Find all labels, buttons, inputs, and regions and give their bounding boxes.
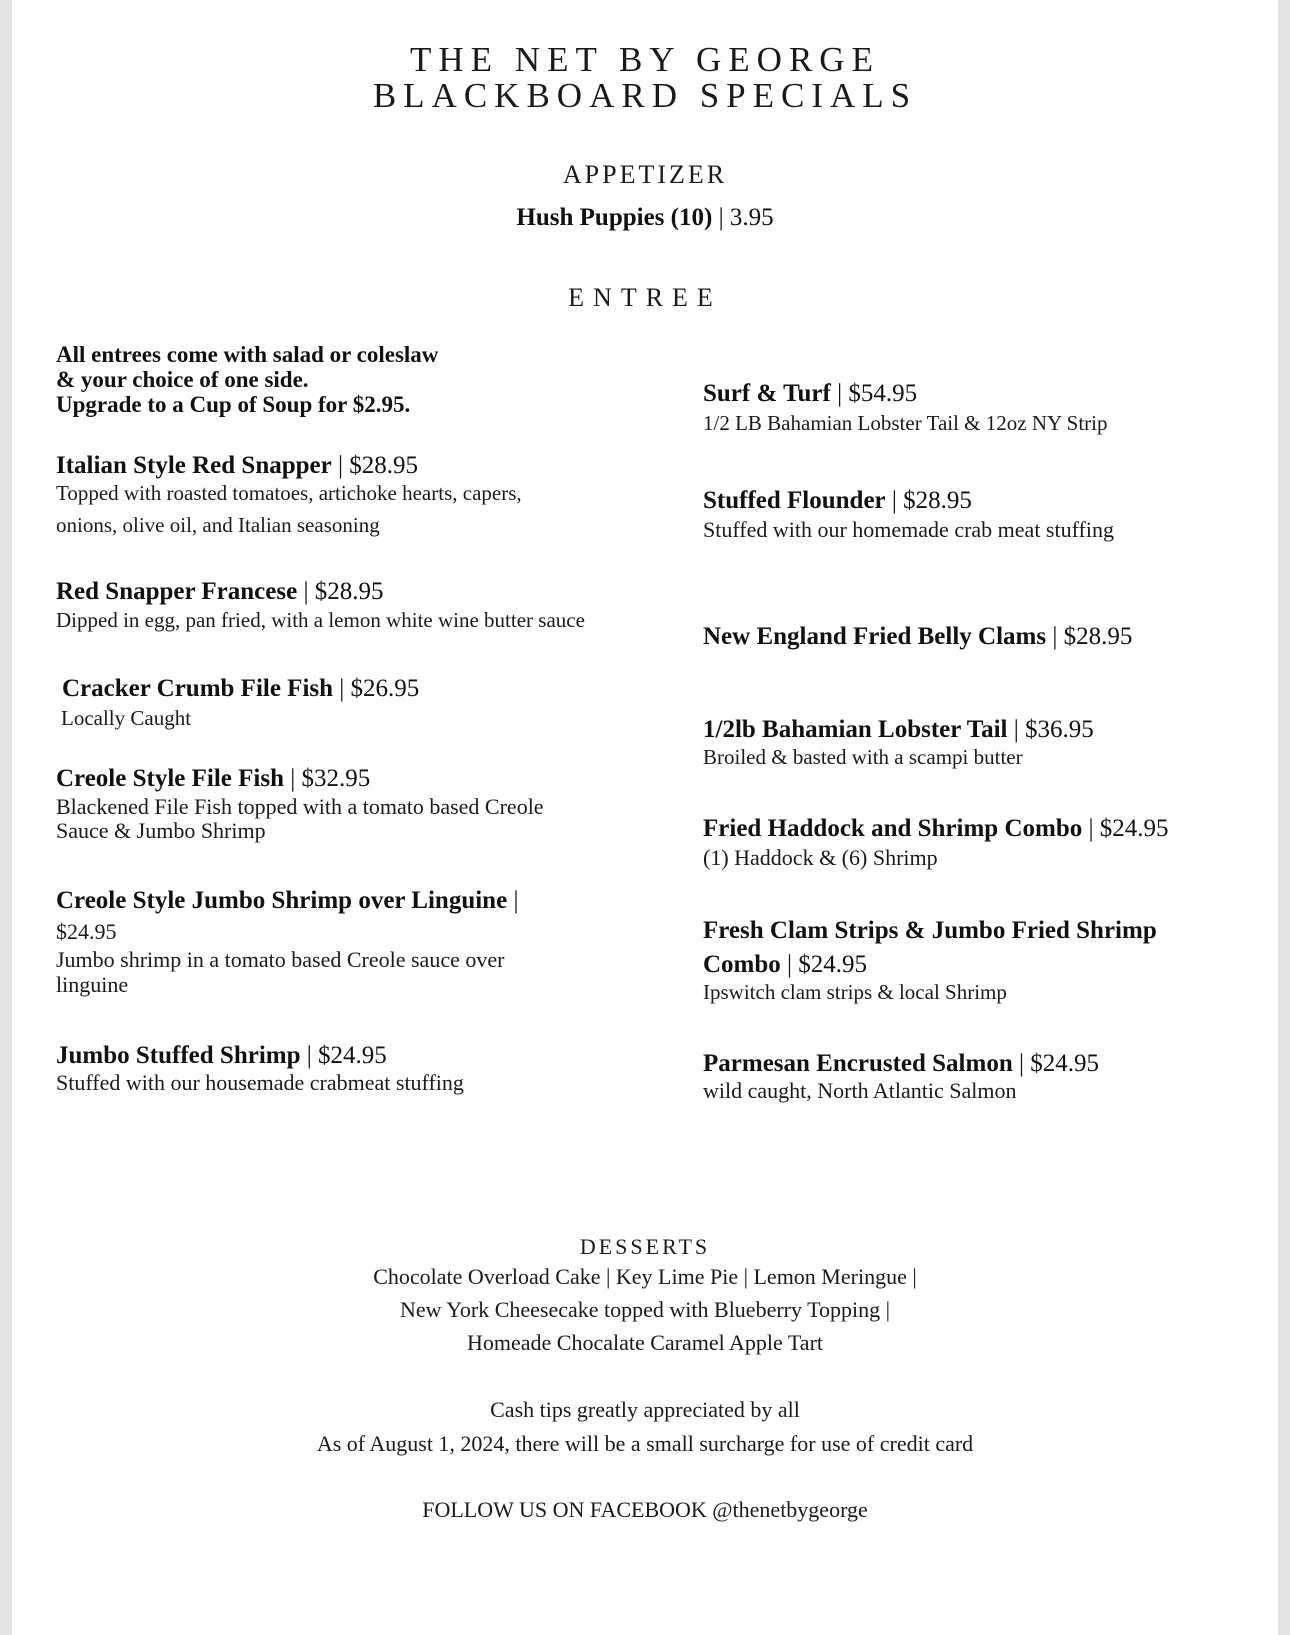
appetizer-item-price: | 3.95 — [712, 204, 774, 231]
item-name: New England Fried Belly Clams — [703, 623, 1047, 650]
item-price: | $26.95 — [333, 675, 420, 702]
specials-title: BLACKBOARD SPECIALS — [372, 76, 918, 115]
item-description: Topped with roasted tomatoes, artichoke hearts, capers, — [56, 481, 522, 505]
list-item-continued — [703, 951, 867, 979]
item-price: | $36.95 — [1007, 716, 1094, 743]
item-description: Stuffed with our housemade crabmeat stuffing — [56, 1070, 464, 1095]
item-price: | $28.95 — [1046, 623, 1133, 650]
list-item — [703, 1050, 1099, 1078]
appetizer-item — [12, 204, 1278, 232]
entree-note-line3: Upgrade to a Cup of Soup for $2.95. — [56, 392, 411, 417]
item-description: Blackened File Fish topped with a tomato based Creole — [56, 794, 544, 819]
item-price: | $24.95 — [1012, 1050, 1099, 1077]
entree-note-line1: All entrees come with salad or coleslaw — [56, 342, 439, 367]
desserts-line: Chocolate Overload Cake | Key Lime Pie | Lemon Meringue | — [373, 1264, 917, 1289]
item-name: Creole Style File Fish — [56, 765, 284, 792]
restaurant-name: THE NET BY GEORGE — [410, 40, 880, 79]
item-name-continued: Combo — [703, 951, 781, 978]
appetizer-heading: APPETIZER — [562, 160, 728, 189]
item-description: Broiled & basted with a scampi butter — [703, 745, 1023, 769]
list-item — [56, 1042, 387, 1070]
item-name: Cracker Crumb File Fish — [62, 675, 334, 702]
item-description: Sauce & Jumbo Shrimp — [56, 818, 266, 843]
list-item — [703, 380, 917, 408]
item-name: Fresh Clam Strips & Jumbo Fried Shrimp — [703, 917, 1157, 944]
item-price: | $32.95 — [283, 765, 371, 792]
list-item — [56, 887, 518, 915]
item-price-continued: $24.95 — [56, 919, 117, 944]
item-price: | $28.95 — [331, 452, 418, 479]
item-description: onions, olive oil, and Italian seasoning — [56, 513, 380, 537]
item-description: Stuffed with our homemade crab meat stuffing — [703, 517, 1114, 542]
list-item — [56, 765, 370, 793]
list-item — [703, 487, 972, 515]
list-item — [56, 452, 418, 480]
item-name: Parmesan Encrusted Salmon — [703, 1050, 1013, 1077]
item-name: Italian Style Red Snapper — [56, 452, 332, 479]
desserts-line: New York Cheesecake topped with Blueberry Topping | — [399, 1297, 891, 1322]
item-price: | $28.95 — [297, 578, 384, 605]
entree-note-line2: & your choice of one side. — [56, 367, 309, 392]
desserts-line: Homeade Chocalate Caramel Apple Tart — [466, 1330, 824, 1355]
appetizer-item-name: Hush Puppies (10) — [516, 204, 713, 231]
surcharge-note: As of August 1, 2024, there will be a small surcharge for use of credit card — [316, 1431, 974, 1456]
list-item — [703, 815, 1169, 843]
item-description: Locally Caught — [61, 706, 192, 730]
item-price: | $24.95 — [780, 951, 868, 978]
list-item — [703, 716, 1094, 744]
entree-heading: ENTREE — [568, 283, 722, 312]
item-price: | $24.95 — [1082, 815, 1169, 842]
facebook-follow: FOLLOW US ON FACEBOOK @thenetbygeorge — [422, 1497, 868, 1522]
item-description: Jumbo shrimp in a tomato based Creole sauce over — [56, 947, 505, 972]
item-price: | $24.95 — [300, 1042, 387, 1069]
item-price: | $28.95 — [885, 487, 972, 514]
item-description: (1) Haddock & (6) Shrimp — [703, 845, 938, 870]
item-name: Stuffed Flounder — [703, 487, 886, 514]
list-item — [56, 578, 383, 606]
item-description: linguine — [56, 972, 129, 997]
item-name: 1/2lb Bahamian Lobster Tail — [703, 716, 1008, 743]
item-name: Red Snapper Francese — [56, 578, 298, 605]
item-name: Jumbo Stuffed Shrimp — [56, 1042, 301, 1069]
tips-note: Cash tips greatly appreciated by all — [490, 1397, 800, 1422]
list-item — [703, 917, 1157, 945]
item-description: Ipswitch clam strips & local Shrimp — [703, 980, 1007, 1004]
item-description: wild caught, North Atlantic Salmon — [703, 1078, 1017, 1103]
item-description: 1/2 LB Bahamian Lobster Tail & 12oz NY Strip — [703, 411, 1108, 435]
list-item — [62, 675, 419, 703]
item-description: Dipped in egg, pan fried, with a lemon white wine butter sauce — [56, 608, 585, 632]
desserts-heading: DESSERTS — [579, 1234, 711, 1259]
item-price: | — [507, 887, 519, 914]
item-price: | $54.95 — [830, 380, 918, 407]
item-name: Fried Haddock and Shrimp Combo — [703, 815, 1083, 842]
list-item — [703, 623, 1132, 651]
item-name: Surf & Turf — [703, 380, 831, 407]
item-name: Creole Style Jumbo Shrimp over Linguine — [56, 887, 508, 914]
